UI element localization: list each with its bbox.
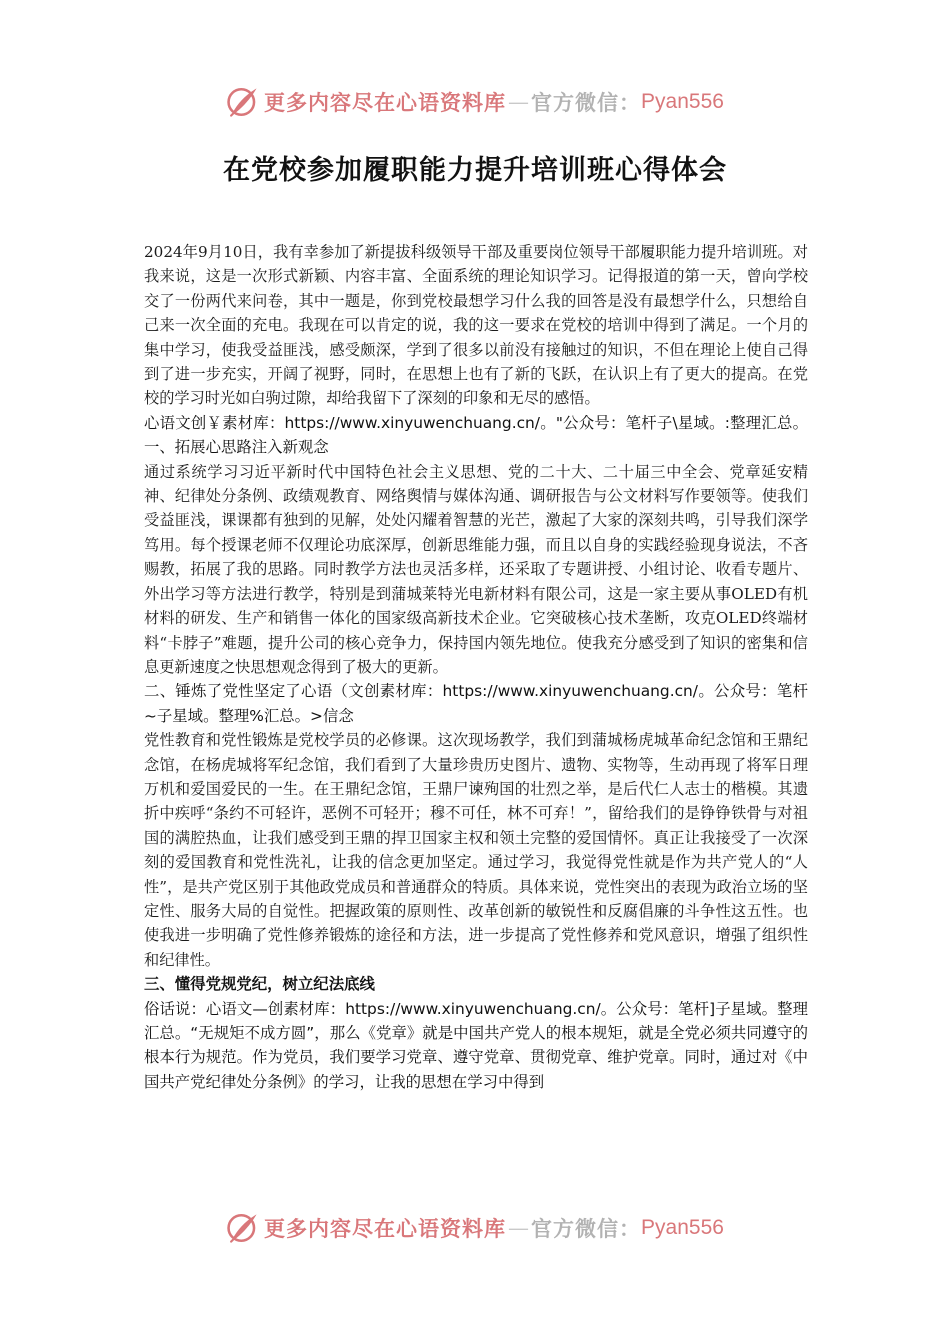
watermark-banner-bottom bbox=[0, 1208, 950, 1248]
paragraph-intro: 2024年9月10日，我有幸参加了新提拔科级领导干部及重要岗位领导干部履职能力提升培训班。对我来说，这是一次形式新颖、内容丰富、全面系统的理论知识学习。记得报道的第一天，曾向学校交了一份两代来问卷，其中一题是，你到党校最想学习什么我的回答是没有最想学什么，只想给自己来一次全面的充电。我现在可以肯定的说，我的这一要求在党校的培训中得到了满足。一个月的集中学习，使我受益匪浅，感受颇深，学到了很多以前没有接触过的知识，不但在理论上使自己得到了进一步充实，开阔了视野，同时，在思想上也有了新的飞跃，在认识上有了更大的提高。在党校的学习时光如白驹过隙，却给我留下了深刻的印象和无尽的感悟。 bbox=[144, 243, 808, 408]
watermark-id: Pyan556 bbox=[641, 1216, 724, 1239]
watermark-id: Pyan556 bbox=[641, 90, 724, 113]
heading-two: 二、锤炼了党性坚定了心语（文创素材库：https://www.xinyuwenchuang.cn/。公众号：笔杆~子星域。整理%汇总。>信念 bbox=[144, 682, 808, 725]
heading-three: 三、懂得党规党纪，树立纪法底线 bbox=[144, 975, 375, 994]
document-title: 在党校参加履职能力提升培训班心得体会 bbox=[223, 155, 727, 186]
watermark-banner-top bbox=[0, 82, 950, 122]
paragraph-two: 党性教育和党性锻炼是党校学员的必修课。这次现场教学，我们到蒲城杨虎城革命纪念馆和王鼎纪念馆，在杨虎城将军纪念馆，我们看到了大量珍贵历史图片、遗物、实物等，生动再现了将军日理万机和爱国爱民的一生。在王鼎纪念馆，王鼎尸谏殉国的壮烈之举，是后代仁人志士的楷模。其遗折中疾呼“条约不可轻许，恶例不可轻开；穆不可任，林不可弃！”，留给我们的是铮铮铁骨与对祖国的满腔热血，让我们感受到王鼎的捍卫国家主权和领土完整的爱国情怀。真正让我接受了一次深刻的爱国教育和党性洗礼，让我的信念更加坚定。通过学习，我觉得党性就是作为共产党人的“人性”，是共产党区别于其他政党成员和普通群众的特质。具体来说，党性突出的表现为政治立场的坚定性、服务大局的自觉性。把握政策的原则性、改革创新的敏锐性和反腐倡廉的斗争性这五性。也使我进一步明确了党性修养锻炼的途径和方法，进一步提高了党性修养和党风意识，增强了组织性和纪律性。 bbox=[144, 731, 808, 969]
paragraph-one: 通过系统学习习近平新时代中国特色社会主义思想、党的二十大、二十届三中全会、党章延安精神、纪律处分条例、政绩观教育、网络舆情与媒体沟通、调研报告与公文材料写作要领等。使我们受益匪浅，课课都有独到的见解，处处闪耀着智慧的光芒，激起了大家的深刻共鸣，引导我们深学笃用。每个授课老师不仅理论功底深厚，创新思维能力强，而且以自身的实践经验现身说法，不吝赐教，拓展了我的思路。同时教学方法也灵活多样，还采取了专题讲授、小组讨论、收看专题片、外出学习等方法进行教学，特别是到蒲城莱特光电新材料有限公司，这是一家主要从事OLED有机材料的研发、生产和销售一体化的国家级高新技术企业。它突破核心技术垄断，攻克OLED终端材料“卡脖子”难题，提升公司的核心竞争力，保持国内领先地位。使我充分感受到了知识的密集和信息更新速度之快思想观念得到了极大的更新。 bbox=[144, 462, 808, 676]
quill-logo-icon bbox=[226, 1211, 260, 1245]
watermark-separator: — bbox=[508, 90, 530, 114]
watermark-site: 更多内容尽在心语资料库 bbox=[264, 90, 507, 115]
heading-one: 心语文创￥素材库：https://www.xinyuwenchuang.cn/。"公众号：笔杆子\星域。:整理汇总。一、拓展心思路注入新观念 bbox=[144, 413, 808, 457]
watermark-label: 官方微信： bbox=[531, 1216, 642, 1241]
watermark-separator: — bbox=[508, 1216, 530, 1240]
watermark-site: 更多内容尽在心语资料库 bbox=[264, 1216, 507, 1241]
document-body bbox=[144, 240, 808, 1094]
watermark-label: 官方微信： bbox=[531, 90, 642, 115]
paragraph-three: 俗话说：心语文—创素材库：https://www.xinyuwenchuang.cn/。公众号：笔杆]子星域。整理汇总。“无规矩不成方圆”，那么《党章》就是中国共产党人的根本规矩，就是全党必须共同遵守的根本行为规范。作为党员，我们要学习党章、遵守党章、贯彻党章、维护党章。同时，通过对《中国共产党纪律处分条例》的学习，让我的思想在学习中得到 bbox=[144, 999, 808, 1091]
quill-logo-icon bbox=[226, 85, 260, 119]
